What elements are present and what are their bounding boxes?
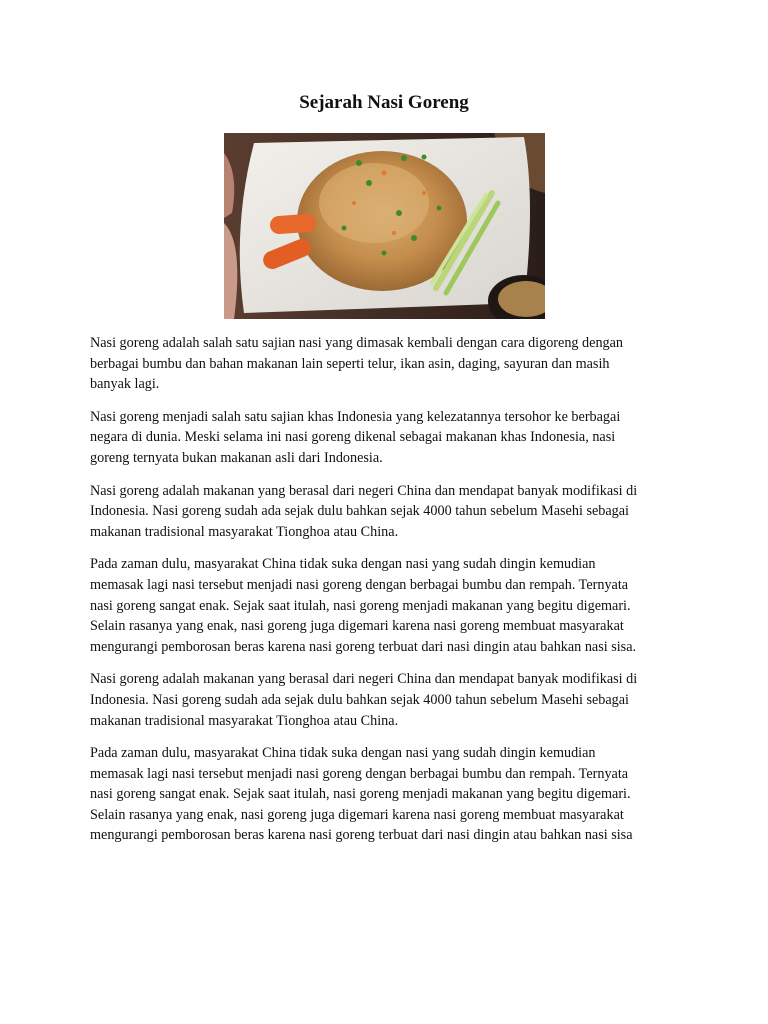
paragraph-line: negara di dunia. Meski selama ini nasi goreng dikenal sebagai makanan khas Indonesia, nasi (90, 429, 616, 446)
fried-rice-illustration (224, 133, 545, 319)
page-title: Sejarah Nasi Goreng (299, 92, 469, 113)
paragraph (90, 333, 682, 395)
paragraph-line: berbagai bumbu dan bahan makanan lain seperti telur, ikan asin, daging, sayuran dan masih (90, 355, 610, 372)
paragraph-line: Pada zaman dulu, masyarakat China tidak suka dengan nasi yang sudah dingin kemudian (90, 556, 596, 573)
paragraph (90, 481, 682, 543)
paragraph-line: banyak lagi. (90, 376, 160, 393)
article-body (90, 333, 682, 858)
paragraph-line: Indonesia. Nasi goreng sudah ada sejak dulu bahkan sejak 4000 tahun sebelum Masehi sebagai (90, 503, 629, 520)
paragraph (90, 669, 682, 731)
paragraph-line: Nasi goreng adalah salah satu sajian nasi yang dimasak kembali dengan cara digoreng dengan (90, 335, 624, 351)
paragraph-line: memasak lagi nasi tersebut menjadi nasi goreng dengan berbagai bumbu dan rempah. Ternyata (90, 765, 629, 782)
paragraph (90, 407, 682, 469)
paragraph-line: makanan tradisional masyarakat Tionghoa atau China. (90, 712, 399, 729)
paragraph-line: Pada zaman dulu, masyarakat China tidak suka dengan nasi yang sudah dingin kemudian (90, 745, 596, 762)
paragraph-line: goreng ternyata bukan makanan asli dari Indonesia. (90, 449, 383, 466)
paragraph-line: makanan tradisional masyarakat Tionghoa atau China. (90, 523, 399, 540)
paragraph-line: nasi goreng sangat enak. Sejak saat itulah, nasi goreng menjadi makanan yang begitu digemari. (90, 597, 631, 614)
fried-rice-photo (224, 133, 545, 319)
paragraph-line: mengurangi pemborosan beras karena nasi goreng terbuat dari nasi dingin atau bahkan nasi sisa (90, 827, 633, 844)
paragraph-line: Indonesia. Nasi goreng sudah ada sejak dulu bahkan sejak 4000 tahun sebelum Masehi sebagai (90, 691, 629, 708)
paragraph-line: Selain rasanya yang enak, nasi goreng juga digemari karena nasi goreng membuat masyarakat (90, 806, 624, 823)
paragraph-line: nasi goreng sangat enak. Sejak saat itulah, nasi goreng menjadi makanan yang begitu digemari. (90, 786, 631, 803)
paragraph (90, 554, 682, 657)
paragraph-line: mengurangi pemborosan beras karena nasi goreng terbuat dari nasi dingin atau bahkan nasi sisa. (90, 638, 637, 655)
paragraph-line: Selain rasanya yang enak, nasi goreng juga digemari karena nasi goreng membuat masyarakat (90, 618, 624, 635)
paragraph (90, 743, 682, 846)
paragraph-line: Nasi goreng menjadi salah satu sajian khas Indonesia yang kelezatannya tersohor ke berbagai (90, 408, 621, 425)
paragraph-line: memasak lagi nasi tersebut menjadi nasi goreng dengan berbagai bumbu dan rempah. Ternyata (90, 576, 629, 593)
paragraph-line: Nasi goreng adalah makanan yang berasal dari negeri China dan mendapat banyak modifikasi di (90, 482, 638, 499)
paragraph-line: Nasi goreng adalah makanan yang berasal dari negeri China dan mendapat banyak modifikasi di (90, 671, 638, 688)
